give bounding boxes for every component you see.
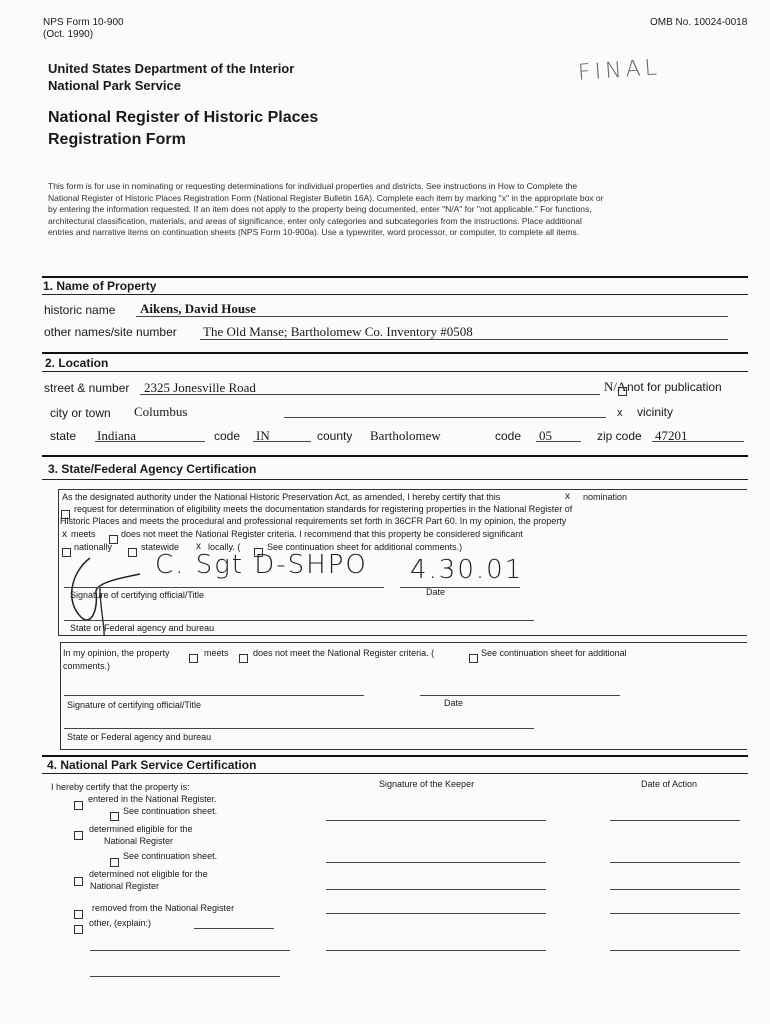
vicinity-label: vicinity [637, 405, 674, 419]
signature-label: Signature of certifying official/Title [70, 590, 205, 600]
locally-label: locally. ( [208, 542, 241, 552]
removed-label: removed from the National Register [92, 903, 235, 913]
instruction-line: by entering the information requested. If an item does not apply to the property being documented, enter "N/A" for "not applicable." For functions, [48, 204, 592, 214]
handwritten-signature: C. Sgt D-SHPO [155, 550, 368, 580]
cert-line: As the designated authority under the National Historic Preservation Act, as amended, I hereby certify that this [62, 492, 501, 502]
section-2-title: 2. Location [45, 356, 109, 370]
section-divider [42, 294, 748, 295]
instruction-line: entries and narrative items on continuation sheets (NPS Form 10-900a). Use a typewriter, word processor, or computer, to complete all items. [48, 227, 580, 237]
signature-label: Signature of certifying official/Title [67, 700, 202, 710]
date-label: Date [426, 587, 446, 597]
opinion-label: In my opinion, the property [63, 648, 170, 658]
field-underline [326, 950, 546, 951]
field-underline [140, 394, 600, 395]
handwritten-final: FINAL [577, 55, 662, 86]
section-divider [42, 352, 748, 354]
cert-line: See continuation sheet for additional comments.) [267, 542, 463, 552]
field-underline [420, 695, 620, 696]
section-3-title: 3. State/Federal Agency Certification [48, 462, 257, 476]
opinion-not-meet-checkbox[interactable] [239, 650, 248, 668]
entered-continuation-label: See continuation sheet. [123, 806, 218, 816]
checkbox-icon [469, 654, 478, 663]
section-divider [42, 755, 748, 757]
checkbox-icon [74, 925, 83, 934]
not-for-publication-checkbox[interactable] [618, 383, 627, 401]
omb-number: OMB No. 10024-0018 [650, 17, 748, 28]
form-subtitle: Registration Form [48, 131, 186, 148]
field-underline [284, 417, 606, 418]
nationally-label: nationally [74, 542, 113, 552]
eligible-label: determined eligible for the [89, 824, 193, 834]
opinion-meets-label: meets [204, 648, 229, 658]
nomination-x-mark[interactable]: x [565, 491, 570, 502]
certify-label: I hereby certify that the property is: [51, 782, 190, 792]
form-date: (Oct. 1990) [43, 29, 94, 40]
street-label: street & number [44, 381, 130, 395]
historic-name-value[interactable]: Aikens, David House [140, 301, 256, 316]
field-underline [64, 728, 534, 729]
checkbox-icon [74, 877, 83, 886]
field-underline [610, 889, 740, 890]
field-underline [253, 441, 311, 442]
checkbox-icon [618, 387, 627, 396]
section-divider [42, 371, 748, 372]
field-underline [610, 820, 740, 821]
vicinity-checkbox[interactable] [617, 407, 623, 419]
agency-label: State or Federal agency and bureau [67, 732, 212, 742]
city-label: city or town [50, 406, 111, 420]
field-underline [200, 339, 728, 340]
nomination-label: nomination [583, 492, 628, 502]
check-mark-icon: x [617, 407, 623, 419]
field-underline [326, 889, 546, 890]
meets-x-mark[interactable]: x [62, 529, 67, 540]
opinion-not-meet-label: does not meet the National Register criteria. ( [253, 648, 435, 658]
street-value[interactable]: 2325 Jonesville Road [144, 380, 256, 395]
agency-label: State or Federal agency and bureau [70, 623, 215, 633]
zip-value[interactable]: 47201 [655, 428, 688, 443]
checkbox-icon [239, 654, 248, 663]
checkbox-icon [110, 812, 119, 821]
field-underline [326, 862, 546, 863]
other-names-value[interactable]: The Old Manse; Bartholomew Co. Inventory #0508 [203, 324, 473, 339]
eligible-continuation-label: See continuation sheet. [123, 851, 218, 861]
instruction-line: architectural classification, materials, and areas of significance, enter only categories and subcategories from the instructions. Place additional [48, 215, 582, 226]
opinion-comments-label: comments.) [63, 661, 111, 671]
state-label: state [50, 429, 77, 443]
section-divider [42, 455, 748, 457]
field-underline [64, 587, 384, 588]
instruction-line: National Register of Historic Places Registration Form (National Register Bulletin 16A). Complete each item by marking "x" in the appropriate box or [48, 192, 604, 203]
field-underline [194, 928, 274, 929]
field-underline [326, 913, 546, 914]
field-underline [536, 441, 581, 442]
form-title: National Register of Historic Places [48, 109, 319, 126]
section-divider [42, 773, 748, 774]
keeper-label: Signature of the Keeper [379, 779, 475, 789]
section-divider [42, 276, 748, 278]
state-value[interactable]: Indiana [97, 428, 136, 443]
historic-name-label: historic name [44, 303, 116, 317]
entered-checkbox[interactable] [74, 797, 83, 815]
checkbox-icon [74, 910, 83, 919]
state-code-label: code [214, 429, 241, 443]
county-label: county [317, 429, 353, 443]
date-of-action-label: Date of Action [641, 779, 698, 789]
county-value[interactable]: Bartholomew [370, 428, 441, 443]
other-names-label: other names/site number [44, 325, 177, 339]
handwritten-date: 4.30.01 [410, 555, 524, 585]
checkbox-icon [189, 654, 198, 663]
checkbox-icon [74, 831, 83, 840]
field-underline [90, 976, 280, 977]
statewide-label: statewide [141, 542, 180, 552]
not-eligible-checkbox[interactable] [74, 873, 83, 891]
section-divider [42, 479, 748, 480]
cert-line: Historic Places and meets the procedural and professional requirements set forth in 36CFR Part 60. In my opinion, the property [60, 516, 567, 526]
meets-label: meets [71, 529, 96, 539]
opinion-continuation-checkbox[interactable] [469, 650, 478, 668]
department-name: United States Department of the Interior [48, 61, 295, 76]
field-underline [64, 695, 364, 696]
field-underline [652, 441, 744, 442]
county-code-value[interactable]: 05 [539, 428, 552, 443]
cert-line: does not meet the National Register criteria. I recommend that this property be considered significant [121, 529, 523, 539]
other-checkbox[interactable] [74, 921, 83, 939]
section-1-title: 1. Name of Property [43, 279, 157, 293]
instructions [48, 181, 728, 239]
checkbox-icon [74, 801, 83, 810]
zip-label: zip code [597, 429, 642, 443]
field-underline [610, 862, 740, 863]
eligible-label-2: National Register [104, 836, 174, 846]
cert-line: request for determination of eligibility meets the documentation standards for registering properties in the National Register of [74, 504, 573, 514]
eligible-checkbox[interactable] [74, 827, 83, 845]
field-underline [95, 441, 205, 442]
field-underline [90, 950, 290, 951]
field-underline [326, 820, 546, 821]
opinion-continuation-label: See continuation sheet for additional [481, 648, 627, 658]
not-eligible-label-2: National Register [90, 881, 160, 891]
field-underline [610, 913, 740, 914]
entered-label: entered in the National Register. [88, 794, 217, 804]
field-underline [136, 316, 728, 317]
city-value[interactable]: Columbus [134, 404, 188, 419]
service-name: National Park Service [48, 78, 181, 93]
instruction-line: This form is for use in nominating or requesting determinations for individual properties and districts. See instructions in How to Complete the [48, 181, 578, 191]
other-label: other, (explain:) [89, 918, 152, 928]
not-eligible-label: determined not eligible for the [89, 869, 208, 879]
county-code-label: code [495, 429, 522, 443]
opinion-meets-checkbox[interactable] [189, 650, 198, 668]
field-underline [400, 587, 520, 588]
state-code-value[interactable]: IN [256, 428, 270, 443]
field-underline [610, 950, 740, 951]
form-number: NPS Form 10-900 [43, 17, 124, 28]
locally-x-mark[interactable]: x [196, 541, 201, 552]
date-label: Date [444, 698, 464, 708]
na-value[interactable]: N/A [604, 379, 627, 394]
section-4-title: 4. National Park Service Certification [47, 758, 257, 772]
field-underline [64, 620, 534, 621]
checkbox-icon [110, 858, 119, 867]
not-for-publication-label: not for publication [627, 380, 722, 394]
